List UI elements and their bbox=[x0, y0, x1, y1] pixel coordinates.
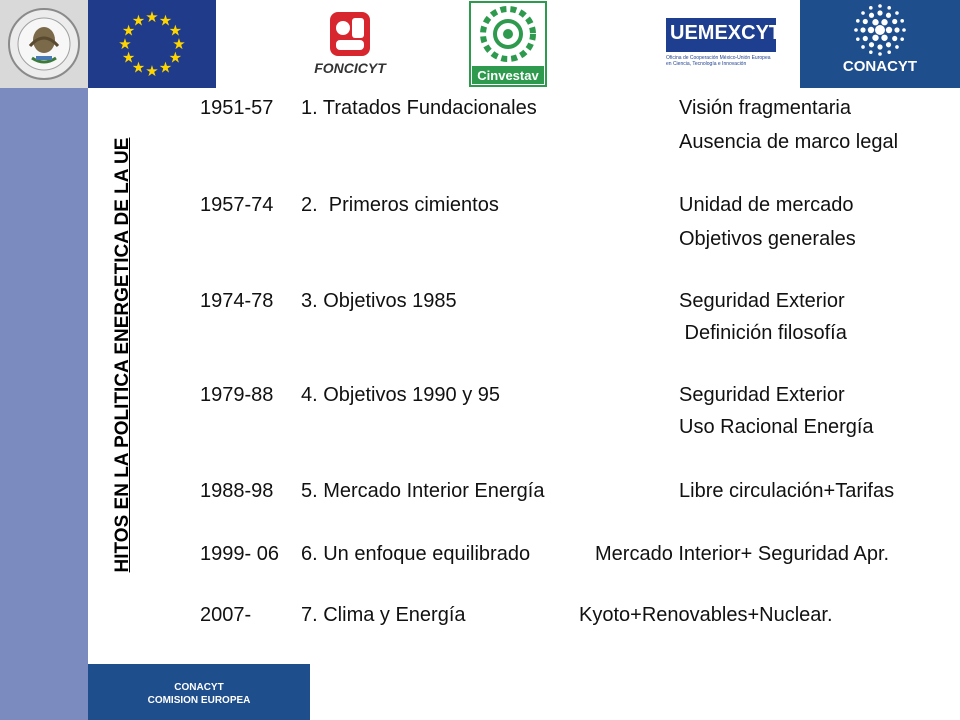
eu-star-icon: ★ bbox=[158, 59, 173, 77]
eu-star-icon: ★ bbox=[158, 12, 173, 30]
timeline-milestone: 2. Primeros cimientos bbox=[301, 194, 499, 216]
timeline-note: Libre circulación+Tarifas bbox=[679, 480, 895, 502]
sidebar-title-text: HITOS EN LA POLITICA ENERGETICA DE LA UE bbox=[112, 137, 133, 573]
uemexcyt-caption: UEMEXCYT bbox=[670, 22, 782, 44]
timeline-note: Ausencia de marco legal bbox=[679, 131, 899, 153]
conacyt-dot-icon bbox=[892, 36, 897, 41]
foncicyt-logo bbox=[300, 0, 400, 88]
conacyt-logo bbox=[800, 0, 960, 88]
conacyt-dot-icon bbox=[868, 27, 874, 33]
eu-star-icon: ★ bbox=[172, 36, 186, 53]
conacyt-dot-icon bbox=[894, 27, 899, 32]
eu-flag-icon bbox=[88, 0, 216, 88]
timeline-milestone: 4. Objetivos 1990 y 95 bbox=[301, 384, 501, 406]
eu-star-icon: ★ bbox=[131, 59, 146, 77]
timeline-milestone: 7. Clima y Energía bbox=[301, 604, 466, 626]
conacyt-dot-icon bbox=[892, 19, 897, 24]
conacyt-dot-icon bbox=[869, 6, 873, 10]
conacyt-dot-icon bbox=[887, 50, 891, 54]
cinvestav-logo bbox=[468, 0, 548, 88]
timeline-years: 1999- 06 bbox=[200, 543, 279, 565]
conacyt-dot-icon bbox=[856, 19, 860, 23]
cinvestav-caption: Cinvestav bbox=[477, 68, 539, 83]
uemexcyt-title bbox=[670, 22, 787, 45]
timeline-note: Visión fragmentaria bbox=[679, 97, 851, 119]
left-sidebar bbox=[0, 88, 88, 720]
conacyt-dot-icon bbox=[881, 19, 887, 25]
eu-star-icon: ★ bbox=[168, 49, 183, 67]
footer-line-2: COMISION EUROPEA bbox=[147, 695, 251, 706]
conacyt-dot-icon bbox=[886, 27, 892, 33]
vertical-title bbox=[103, 105, 143, 605]
foncicyt-caption: FONCICYT bbox=[314, 60, 386, 76]
conacyt-dot-icon bbox=[856, 37, 860, 41]
timeline-milestone: 5. Mercado Interior Energía bbox=[301, 480, 545, 502]
timeline-note: Kyoto+Renovables+Nuclear. bbox=[579, 604, 833, 626]
conacyt-dot-icon bbox=[872, 19, 878, 25]
uemexcyt-subcaption: Oficina de Cooperación México-Unión Europea en Ciencia, Tecnología e Innovación bbox=[666, 55, 771, 67]
conacyt-dot-icon bbox=[900, 19, 904, 23]
eu-star-icon: ★ bbox=[121, 49, 136, 67]
timeline-years: 1979-88 bbox=[200, 384, 274, 406]
timeline-note: Uso Racional Energía bbox=[679, 416, 874, 438]
footer-box bbox=[88, 664, 310, 720]
conacyt-dot-icon bbox=[878, 52, 882, 56]
eu-star-icon: ★ bbox=[145, 9, 159, 26]
conacyt-dot-icon bbox=[861, 11, 865, 15]
conacyt-dot-icon bbox=[869, 42, 874, 47]
eu-star-icon: ★ bbox=[131, 12, 146, 30]
conacyt-dot-icon bbox=[902, 28, 906, 32]
conacyt-caption: CONACYT bbox=[842, 58, 918, 75]
conacyt-dot-icon bbox=[886, 13, 891, 18]
conacyt-dot-icon bbox=[895, 45, 899, 49]
mexico-seal-icon bbox=[0, 0, 88, 88]
uemexcyt-superscript: 2 bbox=[781, 22, 788, 35]
timeline-note: Mercado Interior+ Seguridad Apr. bbox=[595, 543, 890, 565]
conacyt-dot-icon bbox=[875, 25, 885, 35]
conacyt-dot-icon bbox=[869, 13, 874, 18]
timeline-milestone: 6. Un enfoque equilibrado bbox=[301, 543, 531, 565]
conacyt-dot-icon bbox=[872, 35, 878, 41]
timeline-note: Unidad de mercado bbox=[679, 194, 854, 216]
conacyt-dot-icon bbox=[881, 35, 887, 41]
timeline-note: Seguridad Exterior bbox=[679, 290, 845, 312]
timeline-note: Objetivos generales bbox=[679, 228, 856, 250]
conacyt-dot-icon bbox=[854, 28, 858, 32]
timeline-years: 1957-74 bbox=[200, 194, 274, 216]
conacyt-dot-icon bbox=[895, 11, 899, 15]
timeline-years: 1988-98 bbox=[200, 480, 274, 502]
conacyt-dot-icon bbox=[877, 44, 882, 49]
timeline-milestone: 3. Objetivos 1985 bbox=[301, 290, 457, 312]
timeline-years: 1951-57 bbox=[200, 97, 274, 119]
eu-star-icon: ★ bbox=[168, 22, 183, 40]
conacyt-dot-icon bbox=[863, 36, 868, 41]
timeline-milestone: 1. Tratados Fundacionales bbox=[301, 97, 537, 119]
conacyt-dot-icon bbox=[863, 19, 868, 24]
timeline-note: Definición filosofía bbox=[679, 322, 847, 344]
conacyt-dot-icon bbox=[869, 50, 873, 54]
eu-star-icon: ★ bbox=[121, 22, 136, 40]
conacyt-dot-icon bbox=[887, 6, 891, 10]
footer-line-1: CONACYT bbox=[174, 682, 224, 693]
eu-star-icon: ★ bbox=[145, 63, 159, 80]
timeline-years: 1974-78 bbox=[200, 290, 274, 312]
timeline-note: Seguridad Exterior bbox=[679, 384, 845, 406]
conacyt-dot-icon bbox=[878, 4, 882, 8]
header-logo-bar bbox=[0, 0, 960, 88]
conacyt-dot-icon bbox=[877, 10, 882, 15]
timeline-years: 2007- bbox=[200, 604, 252, 626]
conacyt-dot-icon bbox=[860, 27, 865, 32]
eu-star-icon: ★ bbox=[118, 36, 132, 53]
uemexcyt-logo bbox=[662, 0, 788, 88]
conacyt-dot-icon bbox=[886, 42, 891, 47]
conacyt-dot-icon bbox=[900, 37, 904, 41]
conacyt-dot-icon bbox=[861, 45, 865, 49]
